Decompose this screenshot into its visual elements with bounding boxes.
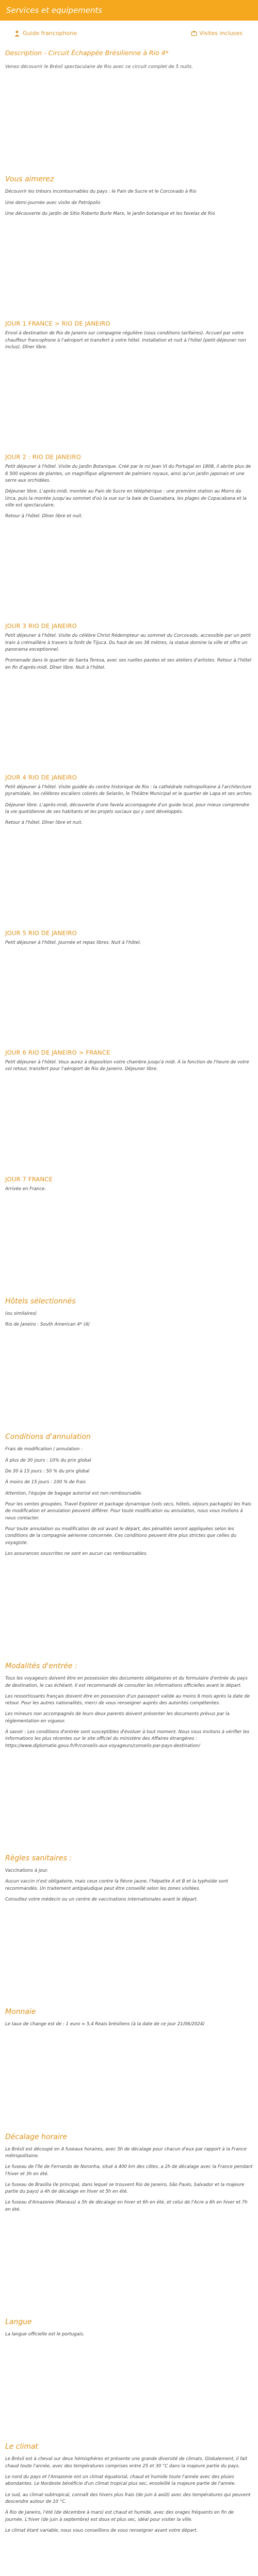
day-heading: JOUR 6 RIO DE JANEIRO > FRANCE [5, 1048, 110, 1056]
intro-text: Venez découvrir le Brésil spectaculaire de Rio avec ce circuit complet de 5 nuits. [5, 64, 194, 70]
main-content [0, 43, 258, 2576]
section-paragraph: Rio de Janeiro : South American 4* (4) [5, 1322, 90, 1328]
section-paragraph: Retour à l'hôtel. Dîner libre et nuit. [5, 820, 83, 826]
section-heading: Conditions d'annulation [5, 1433, 91, 1442]
person-icon [14, 30, 20, 37]
section-heading: Monnaie [5, 2008, 36, 2016]
section-paragraph: Vaccinations à jour. [5, 1868, 49, 1873]
day-heading: JOUR 4 RIO DE JANEIRO [5, 774, 77, 781]
section-paragraph: Arrivée en France. [5, 1186, 46, 1192]
section-paragraph: Pour toute annulation ou modification de vol avant le départ, des pénalités seront appliquées selon les conditions de la compagnie aérienne concernée. Ces conditions peuvent être plus strictes que celles du voyagiste. [5, 1526, 237, 1546]
section-paragraph: Petit déjeuner à l'hôtel. Vous aurez à disposition votre chambre jusqu'à midi. À la fonction de l'heure de votre vol retour, transfert pour l'aéroport de Rio de Janeiro. Déjeuner libre. [5, 1059, 249, 1072]
section-paragraph: Les mineurs non accompagnés de leurs deux parents doivent présenter les documents prévus par la réglementation en vigueur. [5, 1711, 230, 1724]
tab-visites-incluses[interactable] [191, 30, 243, 37]
section-heading: Langue [5, 2318, 32, 2327]
section-paragraph: Le Brésil est découpé en 4 fuseaux horaires, avec 5h de décalage pour chacun d'eux par rapport à la France métropolitaine. [5, 2146, 247, 2159]
section-paragraph: Attention, l'équipe de bagage autorisé est non-remboursable. [5, 1490, 142, 1496]
section-heading: Le climat [5, 2443, 39, 2451]
header-bar [0, 0, 258, 21]
section-heading: Règles sanitaires : [5, 1854, 72, 1862]
day-heading: JOUR 3 RIO DE JANEIRO [5, 622, 77, 630]
section-paragraph: Aucun vaccin n'est obligatoire, mais ceux contre la fièvre jaune, l'hépatite A et B et la typhoïde sont recommandés. Un traitement antipaludique peut être conseillé selon les zones visitées. [5, 1879, 229, 1891]
section-heading: Modalités d'entrée : [5, 1662, 77, 1671]
section-paragraph: Retour à l'hôtel. Dîner libre et nuit. [5, 514, 83, 519]
section-paragraph: Tous les voyageurs doivent être en possession des documents obligatoires et du formulaire d'entrée du pays de destination, le cas échéant. Il est recommandé de consulter les informations officielles avant le départ. [5, 1676, 248, 1688]
tab-label: Visites incluses [199, 30, 243, 37]
section-paragraph: Le fuseau de Brasília (le principal, dans lequel se trouvent Rio de Janeiro, São Paulo, Salvador et la majeure partie du pays) a 4h de décalage en hiver et 5h en été. [5, 2182, 245, 2195]
section-paragraph: Petit déjeuner à l'hôtel. Journée et repas libres. Nuit à l'hôtel. [5, 940, 141, 945]
section-paragraph: Petit déjeuner à l'hôtel. Visite du célèbre Christ Rédempteur au sommet du Corcovado, accessible par un petit train à crémaillère à travers la forêt de Tijuca. Du haut de ses 38 mètres, la statue domine la ville et offre un panorama exceptionnel. [5, 633, 251, 653]
section-paragraph: Une découverte du jardin de Sítio Roberto Burle Marx, le jardin botanique et les favelas de Rio [5, 211, 215, 216]
section-paragraph: Découvrir les trésors incontournables du pays : le Pain de Sucre et le Corcovado à Rio [5, 189, 197, 195]
section-paragraph: La langue officielle est le portugais. [5, 2332, 85, 2337]
section-paragraph: À moins de 15 jours : 100 % de frais [5, 1480, 86, 1485]
section-paragraph: Le sud, au climat subtropical, connaît des hivers plus frais (de juin à août) avec des températures qui peuvent descendre autour de 10 °C. [5, 2492, 251, 2504]
sections-container [5, 175, 253, 2576]
section-paragraph: Le climat étant variable, nous vous conseillons de vous renseigner avant votre départ. [5, 2528, 198, 2533]
section-paragraph: Les assurances souscrites ne sont en aucun cas remboursables. [5, 1551, 148, 1556]
section-paragraph: À savoir : Les conditions d'entrée sont susceptibles d'évoluer à tout moment. Nous vous invitons à vérifier les informations les plus récentes sur le site officiel du ministère des Affaires étrangères : https://www.diplomatie.gouv.fr/fr/conseils-aux-voyageurs/conseils-par-pays-destination/ [5, 1730, 250, 1749]
section-paragraph: Le fuseau d'Amazonie (Manaus) a 5h de décalage en hiver et 6h en été, et celui de l'Acre a 6h en hiver et 7h en été. [5, 2200, 248, 2212]
section-paragraph: Le Brésil est à cheval sur deux hémisphères et présente une grande diversité de climats. Globalement, il fait chaud toute l'année, avec des températures comprises entre 25 et 30 °C dans la majeure partie du pays. [5, 2456, 248, 2469]
section-paragraph: Petit déjeuner à l'hôtel. Visite du Jardin Botanique. Créé par le roi Jean VI du Portugal en 1808, il abrite plus de 6 500 espèces de plantes, un magnifique alignement de palmiers royaux, ainsi qu'un jardin japonais et une serre aux orchidées. [5, 464, 251, 483]
tab-guide-francophone[interactable] [14, 30, 77, 37]
services-tabs [0, 21, 258, 43]
ticket-icon [191, 30, 196, 37]
section-paragraph: Le fuseau de l'île de Fernando de Noronha, situé à 400 km des côtes, a 2h de décalage avec la France pendant l'hiver et 3h en été. [5, 2164, 253, 2177]
section-heading: Vous aimerez [5, 175, 54, 184]
section-heading: Décalage horaire [5, 2132, 68, 2141]
section-paragraph: À plus de 30 jours : 10% du prix global [5, 1458, 91, 1463]
section-paragraph: Le nord du pays et l'Amazonie ont un climat équatorial, chaud et humide toute l'année avec des pluies abondantes. Le Nordeste bénéficie d'un climat tropical plus sec, ensoleillé la majeure partie de l'année. [5, 2475, 236, 2487]
section-paragraph: Le taux de change est de : 1 euro = 5,4 Reais brésiliens (à la date de ce jour 21/06/2024) [5, 2022, 205, 2027]
section-paragraph: Pour les ventes groupées, Travel Explorer et package dynamique (vols secs, hôtels, séjours packagés) les frais de modification et annulation peuvent différer. Pour toute modification ou annulation, nous vous invitons à nous contacter. [5, 1502, 252, 1521]
day-heading: JOUR 2 : RIO DE JANEIRO [5, 453, 81, 461]
section-paragraph: Envol à destination de Rio de Janeiro sur compagnie régulière (sous conditions tarifaires). Accueil par votre chauffeur francophone à l'aéroport et transfert à votre hôtel. Installation et nuit à l'hôtel (petit-déjeuner non inclus). Dîner libre. [5, 331, 246, 350]
header-title: Services et equipements [6, 6, 103, 15]
section-paragraph: Une demi-journée avec visite de Petrópolis [5, 200, 101, 206]
section-paragraph: Déjeuner libre. L'après-midi, montée au Pain de Sucre en téléphérique : une première station au Morro da Urca, puis la montée jusqu'au sommet d'où la vue sur la baie de Guanabara, les plages de Copacabana et la ville est spectaculaire. [5, 489, 247, 508]
section-paragraph: Promenade dans le quartier de Santa Teresa, avec ses ruelles pavées et ses ateliers d'artistes. Retour à l'hôtel en fin d'après-midi. Dîner libre. Nuit à l'hôtel. [5, 658, 251, 670]
section-paragraph: Les ressortissants français doivent être en possession d'un passeport valide au moins 6 mois après la date de retour. Pour les autres nationalités, merci de vous renseigner auprès des autorités compétentes. [5, 1693, 250, 1706]
section-heading: Hôtels sélectionnés [5, 1297, 76, 1306]
tab-label: Guide francophone [23, 30, 77, 37]
section-paragraph: Consultez votre médecin ou un centre de vaccinations internationales avant le départ. [5, 1896, 198, 1902]
day-heading: JOUR 7 FRANCE [5, 1175, 53, 1183]
section-paragraph: À Rio de Janeiro, l'été (de décembre à mars) est chaud et humide, avec des orages fréquents en fin de journée. L'hiver (de juin à septembre) est doux et plus sec, idéal pour visiter la ville. [5, 2510, 234, 2522]
section-paragraph: De 30 à 15 jours : 50 % du prix global [5, 1469, 90, 1475]
section-paragraph: Déjeuner libre. L'après-midi, découverte d'une favela accompagnée d'un guide local, pour mieux comprendre la vie quotidienne de ses habitants et les projets sociaux qui y sont développés. [5, 802, 250, 815]
section-paragraph: Frais de modification / annulation : [5, 1447, 83, 1452]
day-heading: JOUR 5 RIO DE JANEIRO [5, 929, 77, 937]
day-heading: JOUR 1 FRANCE > RIO DE JANEIRO [5, 320, 110, 328]
page-title: Description - Circuit Échappée Brésilienne à Rio 4* [5, 49, 169, 57]
section-paragraph: Petit déjeuner à l'hôtel. Visite guidée du centre historique de Rio : la cathédrale métropolitaine à l'architecture pyramidale, les célèbres escaliers colorés de Selarón, le Théâtre Municipal et le quartier de Lapa et ses arches. [5, 785, 253, 797]
section-paragraph: (ou similaires) [5, 1311, 37, 1316]
